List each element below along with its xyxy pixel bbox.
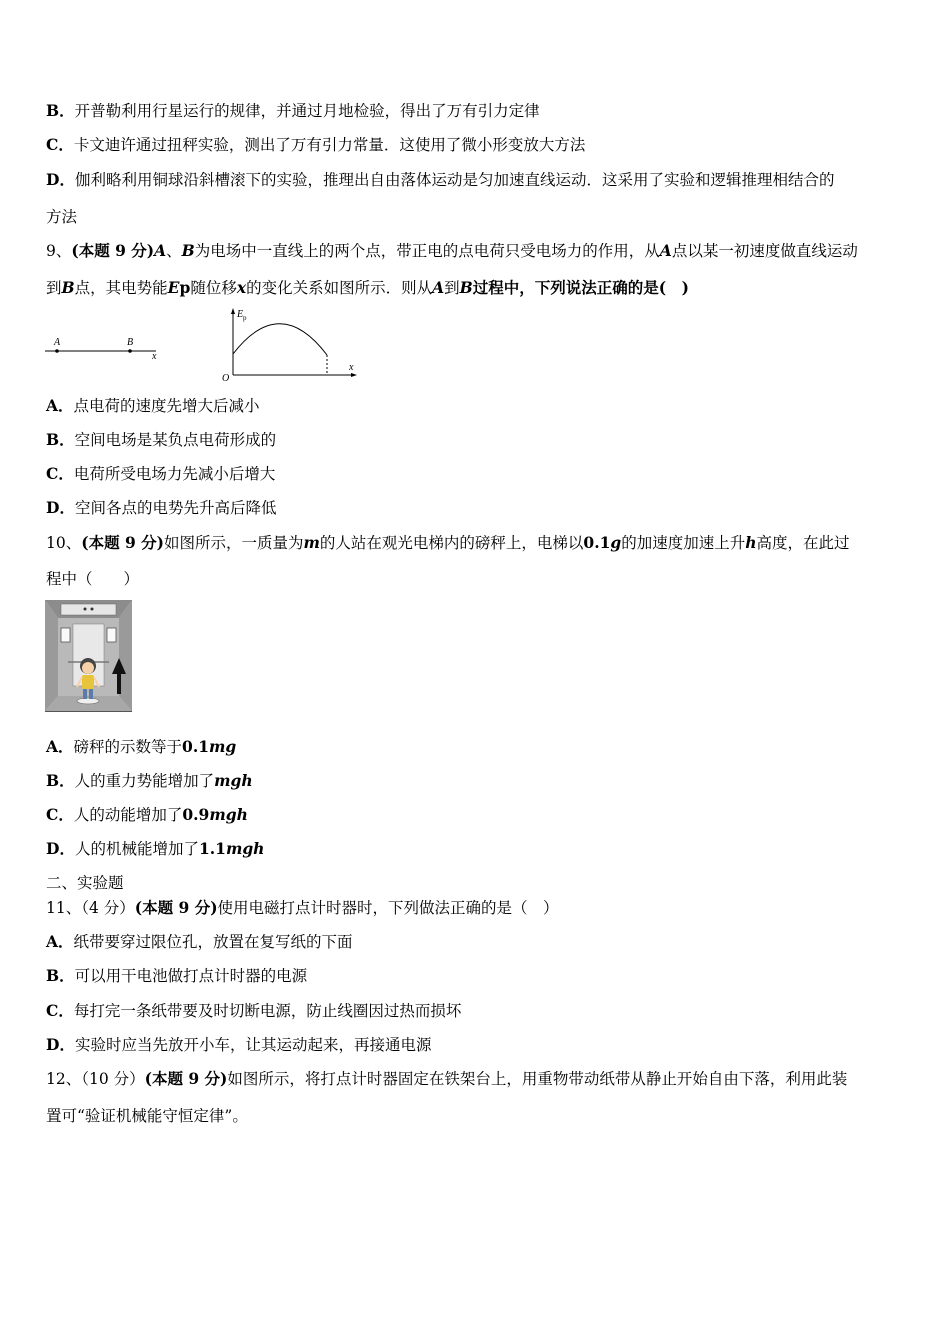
person-face <box>82 662 94 674</box>
elevator-light <box>61 604 116 615</box>
q10-option-c: C．人的动能增加了0.9mgh <box>46 805 248 824</box>
q9-stem-line2: 到B点，其电势能Ep随位移x的变化关系如图所示．则从A到B过程中，下列说法正确的是( ) <box>46 278 689 297</box>
scale <box>77 698 99 704</box>
q10-option-d: D．人的机械能增加了1.1mgh <box>46 839 265 858</box>
q9-label-b: B <box>127 337 134 348</box>
q11-option-c: C．每打完一条纸带要及时切断电源，防止线圈因过热而损坏 <box>46 1001 462 1020</box>
q9-option-b: B．空间电场是某负点电荷形成的 <box>46 430 277 449</box>
q11-option-b: B．可以用干电池做打点计时器的电源 <box>46 966 308 985</box>
q10-elevator-picture <box>45 600 132 712</box>
q9-label-x: x <box>152 351 157 362</box>
q9-point-b <box>128 349 132 353</box>
person-right-leg <box>89 689 93 699</box>
person-left-leg <box>83 689 87 699</box>
q10-stem-line2: 程中（ ） <box>46 570 140 588</box>
elevator-left-wall <box>45 600 58 711</box>
q9-label-a: A <box>54 337 61 348</box>
up-arrow-shaft <box>117 672 121 694</box>
q9-option-c: C．电荷所受电场力先减小后增大 <box>46 464 276 483</box>
elevator-lamp-left <box>84 608 87 611</box>
elevator-right-frame <box>107 628 116 642</box>
q9-graph-curve <box>233 324 327 355</box>
q10-stem-line1: 10、(本题 9 分)如图所示，一质量为m的人站在观光电梯内的磅秤上，电梯以0.1g的加速度加速上升h高度，在此过 <box>46 533 850 552</box>
q8-option-b: B．开普勒利用行星运行的规律，并通过月地检验，得出了万有引力定律 <box>46 101 540 120</box>
q9-graph-origin: O <box>222 373 230 383</box>
q9-graph-x-label: x <box>349 362 354 373</box>
q10-option-b: B．人的重力势能增加了mgh <box>46 771 253 790</box>
q8-option-c: C．卡文迪许通过扭秤实验，测出了万有引力常量．这使用了微小形变放大方法 <box>46 135 586 154</box>
q11-option-d: D．实验时应当先放开小车，让其运动起来，再接通电源 <box>46 1035 432 1054</box>
q9-stem-line1: 9、(本题 9 分)A、B为电场中一直线上的两个点，带正电的点电荷只受电场力的作用，从A点以某一初速度做直线运动 <box>46 241 858 260</box>
q8-option-d: D．伽利略利用铜球沿斜槽滚下的实验，推理出自由落体运动是匀加速直线运动．这采用了实验和逻辑推理相结合的 <box>46 170 835 189</box>
q12-stem-line2: 置可“验证机械能守恒定律”。 <box>46 1107 248 1125</box>
elevator-right-wall <box>119 600 132 711</box>
q9-ep-graph <box>218 305 363 383</box>
section-heading: 二、实验题 <box>46 874 124 892</box>
q9-graph-e-sub: p <box>243 314 247 322</box>
q9-option-a: A．点电荷的速度先增大后减小 <box>46 396 260 415</box>
q11-option-a: A．纸带要穿过限位孔，放置在复写纸的下面 <box>46 932 353 951</box>
q9-option-d: D．空间各点的电势先升高后降低 <box>46 498 277 517</box>
q8-option-d-cont: 方法 <box>46 208 78 226</box>
elevator-lamp-right <box>91 608 94 611</box>
elevator-left-frame <box>61 628 70 642</box>
q10-option-a: A．磅秤的示数等于0.1mg <box>46 737 237 756</box>
q9-graph-y-arrow <box>231 308 235 314</box>
person-shirt <box>82 675 94 689</box>
q11-stem: 11、（4 分）(本题 9 分)使用电磁打点计时器时，下列做法正确的是（ ） <box>46 898 559 917</box>
q12-stem-line1: 12、（10 分）(本题 9 分)如图所示，将打点计时器固定在铁架台上，用重物带动纸带从静止开始自由下落，利用此装 <box>46 1069 848 1088</box>
q9-graph-e-label: E <box>237 309 244 320</box>
q9-line-figure <box>40 334 170 366</box>
q9-point-a <box>55 349 59 353</box>
q9-graph-x-arrow <box>351 373 357 377</box>
